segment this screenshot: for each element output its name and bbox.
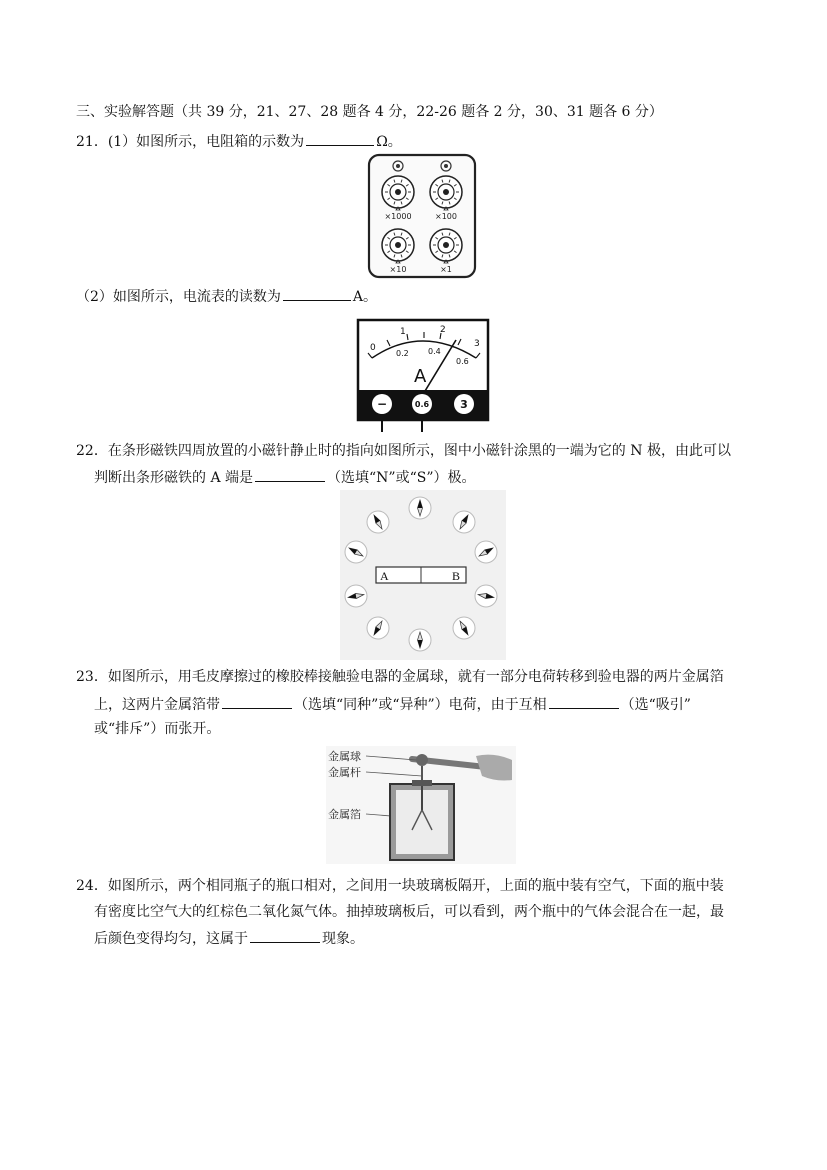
- q21-part1-text: 21．(1）如图所示，电阻箱的示数为: [76, 134, 305, 150]
- q22-line1: 22．在条形磁铁四周放置的小磁针静止时的指向如图所示，图中小磁针涂黑的一端为它的 N 极，由此可以: [76, 443, 731, 459]
- label-metal-rod: 金属杆: [328, 766, 361, 779]
- q22-answer-blank[interactable]: [255, 467, 325, 482]
- ammeter-scale-0-6: 0.6: [456, 357, 469, 366]
- terminal-0-6: 0.6: [414, 400, 430, 409]
- electroscope-figure: [326, 746, 516, 864]
- dial-label-tens: ×10: [389, 265, 407, 274]
- q23-line2-text: 上，这两片金属箔带: [94, 697, 220, 713]
- q23-line1: 23．如图所示，用毛皮摩擦过的橡胶棒接触验电器的金属球，就有一部分电荷转移到验电器的两片金属箔: [76, 669, 724, 685]
- q21-part1-unit: Ω。: [376, 134, 402, 150]
- label-metal-foil: 金属箔: [328, 808, 361, 821]
- resistance-box-figure: [366, 152, 478, 280]
- dial-label-thousands: ×1000: [384, 212, 412, 221]
- q21-answer-blank-1[interactable]: [306, 131, 374, 146]
- section-header: 三、实验解答题（共 39 分，21、27、28 题各 4 分，22-26 题各 2 分，30、31 题各 6 分）: [76, 104, 663, 120]
- ammeter-scale-0-2: 0.2: [396, 349, 409, 358]
- metal-ball: [416, 754, 428, 766]
- q24-answer-blank[interactable]: [250, 928, 320, 943]
- dial-label-hundreds: ×100: [435, 212, 457, 221]
- q23-line2-hint: （选“吸引”: [620, 697, 691, 713]
- q21-part2-unit: A。: [352, 289, 378, 305]
- ammeter-scale-0-4: 0.4: [428, 347, 441, 356]
- q24-line1: 24．如图所示，两个相同瓶子的瓶口相对，之间用一块玻璃板隔开，上面的瓶中装有空气，下面的瓶中装: [76, 878, 724, 894]
- dial-label-ones: ×1: [440, 265, 452, 274]
- magnet-label-a: A: [380, 569, 389, 583]
- q23-line2: [94, 694, 691, 715]
- q24-line2: 有密度比空气大的红棕色二氧化氮气体。抽掉玻璃板后，可以看到，两个瓶中的气体会混合在一起，最: [94, 904, 724, 920]
- magnet-label-b: B: [452, 569, 461, 583]
- q21-answer-blank-2[interactable]: [283, 286, 351, 301]
- q23-line2-middle: （选填“同种”或“异种”）电荷，由于互相: [294, 697, 547, 713]
- q23-answer-blank-2[interactable]: [549, 694, 619, 709]
- terminal-3: 3: [460, 398, 468, 411]
- q23-line3: 或“排斥”）而张开。: [94, 721, 221, 737]
- ammeter-scale-0: 0: [370, 343, 376, 353]
- ammeter-scale-2: 2: [440, 325, 446, 335]
- ammeter-unit-label: A: [414, 366, 427, 387]
- q21-part2-text: （2）如图所示，电流表的读数为: [76, 289, 281, 305]
- q23-answer-blank-1[interactable]: [222, 694, 292, 709]
- q22-line2-text: 判断出条形磁铁的 A 端是: [94, 470, 254, 486]
- q21-part2: [76, 286, 377, 307]
- q22-line2-hint: （选填“N”或“S”）极。: [327, 470, 476, 486]
- ammeter-scale-1: 1: [400, 327, 406, 337]
- terminal-negative: −: [376, 397, 388, 411]
- ammeter-scale-3: 3: [474, 339, 480, 349]
- q22-line2: [94, 467, 476, 488]
- ammeter-figure: [356, 318, 490, 434]
- q24-line3: [94, 928, 364, 949]
- q24-line3-text: 后颜色变得均匀，这属于: [94, 931, 248, 947]
- label-metal-ball: 金属球: [328, 750, 361, 763]
- q21-part1: [76, 131, 402, 152]
- bar-magnet-figure: [340, 490, 506, 660]
- q24-line3-end: 现象。: [322, 931, 364, 947]
